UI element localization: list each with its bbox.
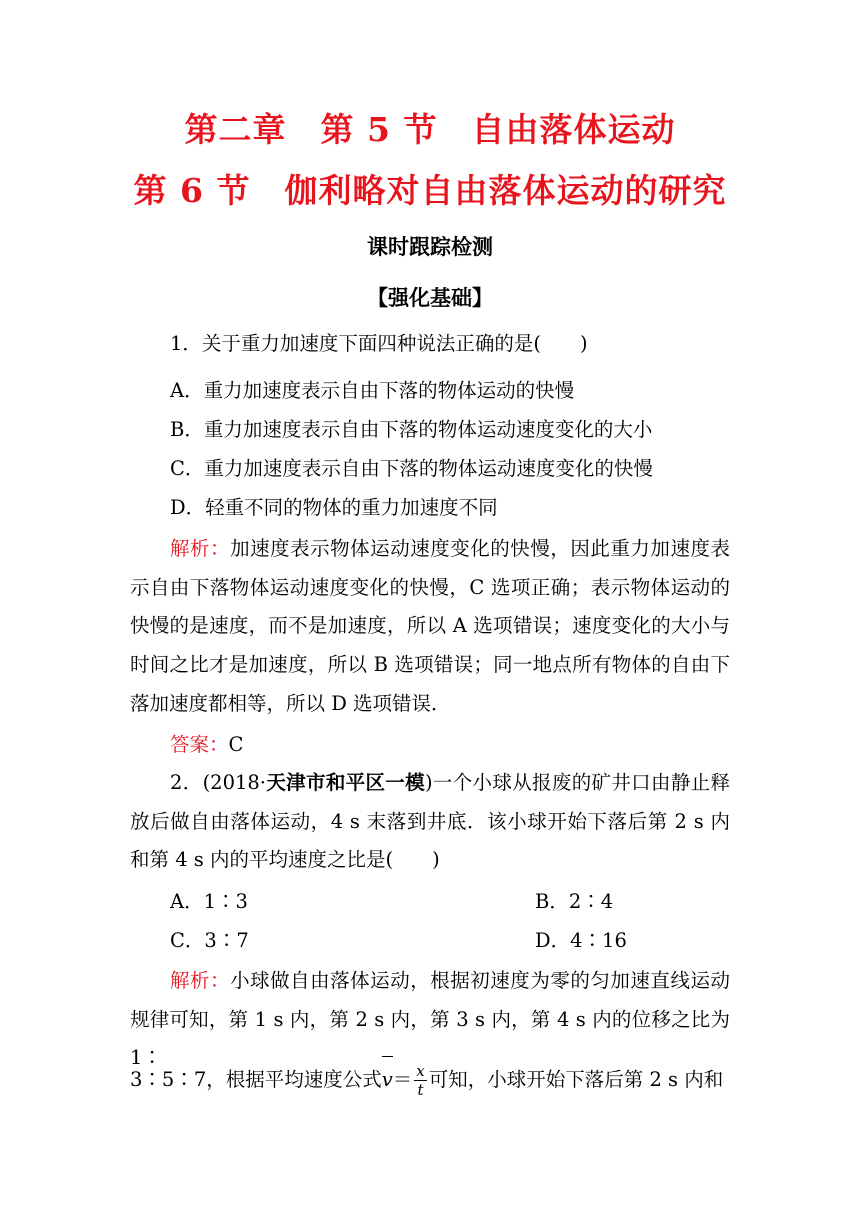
question-2-option-c: C．3∶7 bbox=[170, 929, 249, 952]
question-2-analysis-cont bbox=[130, 1060, 723, 1100]
question-1-stem: 1．关于重力加速度下面四种说法正确的是( ) bbox=[170, 332, 588, 355]
question-1-option-b: B．重力加速度表示自由下落的物体运动速度变化的大小 bbox=[170, 418, 653, 441]
stem-prefix: 2．(2018· bbox=[170, 771, 266, 794]
answer-value: C bbox=[228, 733, 244, 756]
question-2-option-b: B．2∶4 bbox=[535, 890, 614, 913]
answer-label: 答案： bbox=[170, 733, 229, 756]
question-1-analysis bbox=[130, 530, 730, 724]
analysis-text-cont: 3∶5∶7，根据平均速度公式 bbox=[130, 1068, 382, 1091]
fraction-numerator: x bbox=[416, 1062, 425, 1080]
question-1-option-a: A．重力加速度表示自由下落的物体运动的快慢 bbox=[170, 379, 575, 402]
stem-text: )一个小球从报废的矿井口由静止释放后做自由落体运动，4 s 末落到井底．该小球开始下落后第 2 s 内和第 4 s 内的平均速度之比是( ) bbox=[130, 771, 730, 872]
formula-equals: ＝ bbox=[392, 1068, 413, 1091]
question-2-option-a: A．1∶3 bbox=[170, 890, 248, 913]
analysis-text-end: 可知，小球开始下落后第 2 s 内和 bbox=[428, 1068, 724, 1091]
question-2-option-d: D．4∶16 bbox=[535, 929, 627, 952]
subtitle: 课时跟踪检测 bbox=[367, 234, 493, 259]
section-title: 第 6 节 伽利略对自由落体运动的研究 bbox=[133, 171, 727, 210]
question-1-option-d: D．轻重不同的物体的重力加速度不同 bbox=[170, 496, 498, 519]
analysis-text: 加速度表示物体运动速度变化的快慢，因此重力加速度表示自由下落物体运动速度变化的快慢，C 选项正确；表示物体运动的快慢的是速度，而不是加速度，所以 A 选项错误；速度变化的大小与时间之比才是加速度，所以 B 选项错误；同一地点所有物体的自由下落加速度都相等，所以 D 选项错误． bbox=[130, 537, 730, 715]
question-2-stem bbox=[130, 764, 730, 880]
analysis-label: 解析： bbox=[170, 537, 231, 560]
fraction bbox=[414, 1062, 426, 1099]
question-1-option-c: C．重力加速度表示自由下落的物体运动速度变化的快慢 bbox=[170, 457, 653, 480]
chapter-title: 第二章 第 5 节 自由落体运动 bbox=[184, 110, 676, 149]
section-heading: 【强化基础】 bbox=[367, 285, 493, 310]
fraction-denominator: t bbox=[417, 1081, 424, 1099]
analysis-text: 小球做自由落体运动，根据初速度为零的匀加速直线运动规律可知，第 1 s 内，第 2 s 内，第 3 s 内，第 4 s 内的位移之比为 1∶ bbox=[130, 969, 730, 1070]
stem-source: 天津市和平区一模 bbox=[266, 771, 425, 794]
question-1-answer bbox=[170, 731, 243, 759]
analysis-label: 解析： bbox=[170, 969, 231, 992]
average-velocity-symbol: v bbox=[382, 1060, 393, 1100]
